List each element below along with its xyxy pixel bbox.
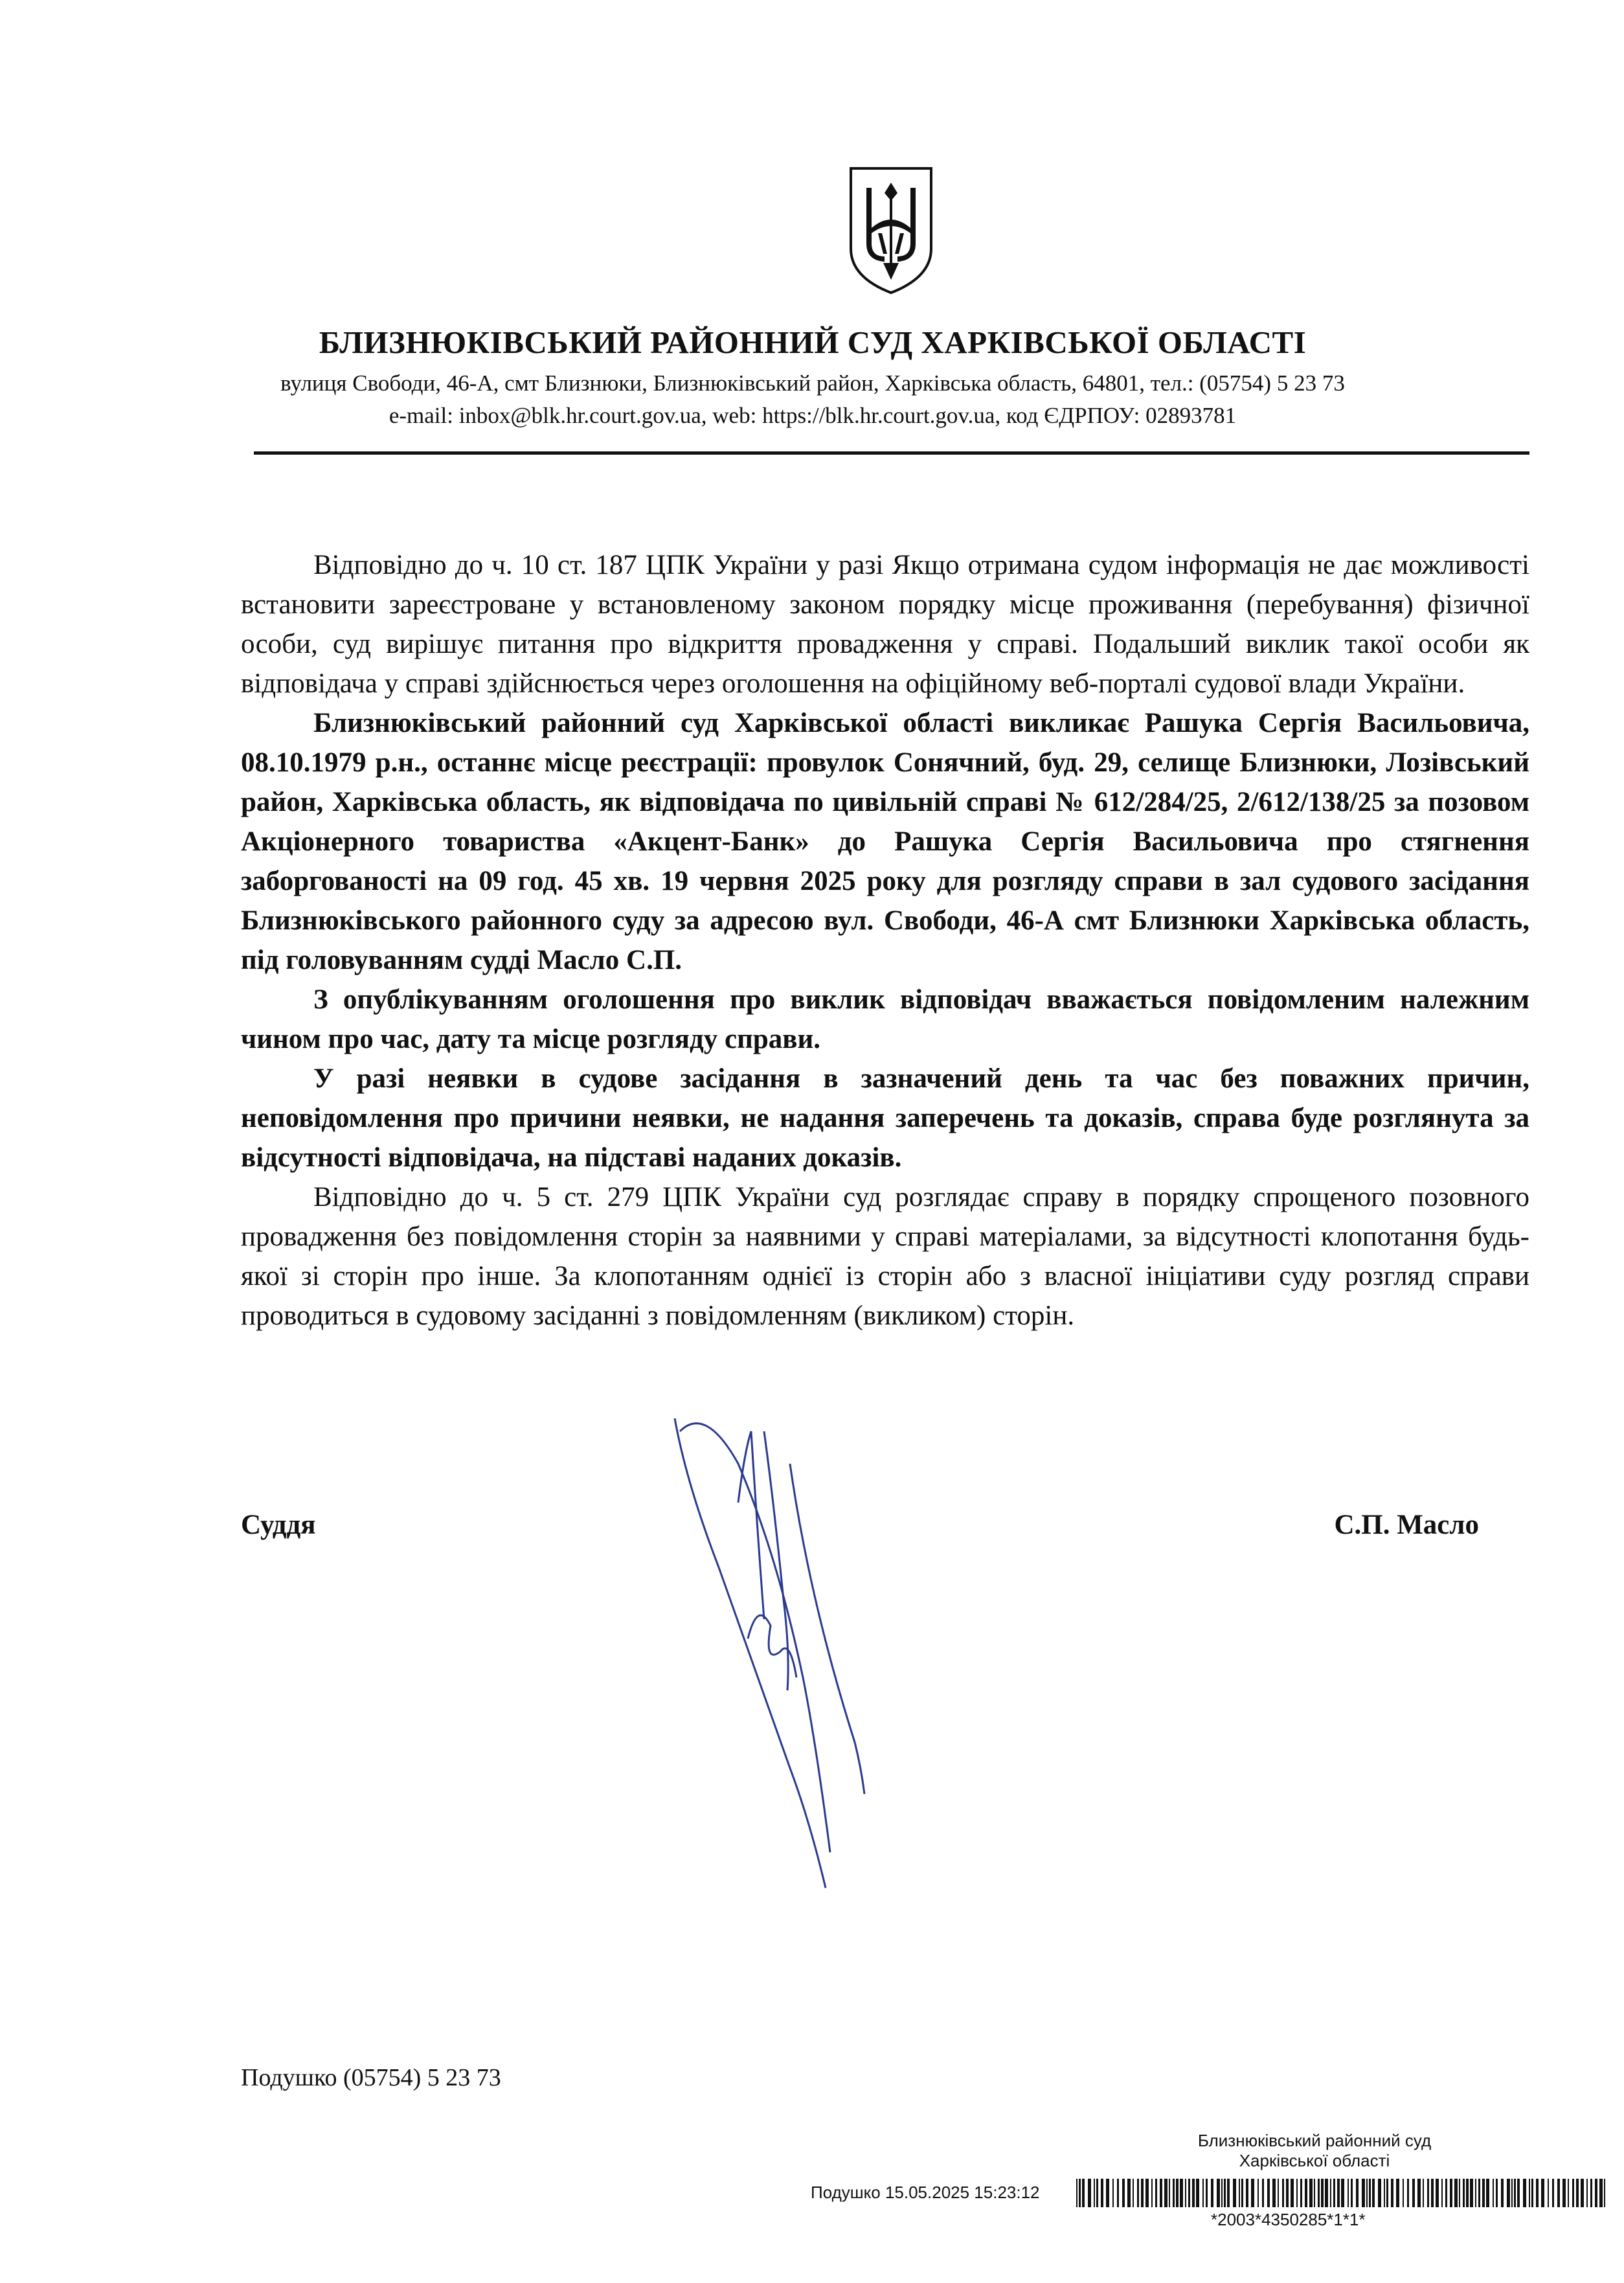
stamp-meta: Подушко 15.05.2025 15:23:12 — [811, 2183, 1040, 2202]
barcode-bar — [1562, 2179, 1566, 2207]
barcode-bar — [1412, 2179, 1415, 2207]
barcode-bar — [1366, 2179, 1368, 2207]
barcode-bar — [1227, 2179, 1230, 2207]
barcode-bar — [1173, 2179, 1175, 2207]
barcode-bar — [1141, 2179, 1144, 2207]
barcode-bar — [1470, 2179, 1473, 2207]
court-contacts: e-mail: inbox@blk.hr.court.gov.ua, web: https://blk.hr.court.gov.ua, код ЄДРПОУ: 02893781 — [389, 403, 1237, 428]
barcode-bar — [1291, 2179, 1294, 2207]
barcode-bar — [1384, 2179, 1385, 2207]
barcode-bar — [1572, 2179, 1574, 2207]
stamp-court-line1: Близнюківський районний суд — [1197, 2131, 1432, 2150]
barcode-bar — [1278, 2179, 1279, 2207]
barcode-bar — [1417, 2179, 1421, 2207]
barcode-bar — [1076, 2179, 1077, 2207]
barcode-bar — [1514, 2179, 1516, 2207]
barcode-bar — [1536, 2179, 1539, 2207]
barcode-bar — [1362, 2179, 1365, 2207]
barcode-bar — [1262, 2179, 1264, 2207]
barcode-bar — [1511, 2179, 1513, 2207]
barcode-bar — [1372, 2179, 1375, 2207]
barcode-bar — [1272, 2179, 1276, 2207]
barcode-bar — [1431, 2179, 1434, 2207]
barcode-bar — [1137, 2179, 1139, 2207]
barcode-bar — [1305, 2179, 1307, 2207]
barcode-bar — [1552, 2179, 1554, 2207]
barcode-bar — [1314, 2179, 1315, 2207]
barcode-bar — [1463, 2179, 1465, 2207]
paragraph-legal-basis: Відповідно до ч. 10 ст. 187 ЦПК України у разі Якщо отримана судом інформація не дає можливості встановити зареєстроване у встановленому законом порядку місце проживання (перебування) фізичної особи, суд вирішує питання про відкриття провадження у справі. Подальший виклик такої особи як відповідача у справі здійснюється через оголошення на офіційному веб-порталі судової влади України. — [241, 550, 1529, 699]
barcode-bar — [1478, 2179, 1480, 2207]
barcode-bar — [1407, 2179, 1409, 2207]
barcode-bar — [1396, 2179, 1399, 2207]
barcode-bar — [1445, 2179, 1447, 2207]
barcode-bar — [1246, 2179, 1248, 2207]
barcode-bar — [1568, 2179, 1569, 2207]
barcode-bar — [1251, 2179, 1254, 2207]
handwritten-signature — [660, 1405, 874, 1898]
barcode-bar — [1267, 2179, 1270, 2207]
barcode-bar — [1160, 2179, 1162, 2207]
barcode-bar — [1517, 2179, 1520, 2207]
barcode-bar — [1590, 2179, 1592, 2207]
barcode-bar — [1239, 2179, 1240, 2207]
barcode-bar — [1356, 2179, 1359, 2207]
barcode-bar — [1496, 2179, 1498, 2207]
paragraph-publication: З опублікуванням оголошення про виклик відповідач вважається повідомленим належним чином про час, дату та місце розгляду справи. — [241, 984, 1529, 1054]
barcode-bar — [1482, 2179, 1485, 2207]
paragraph-summons: Близнюківський районний суд Харківської області викликає Рашука Сергія Васильовича, 08.10.1979 р.н., останнє місце реєстрації: провулок Сонячний, буд. 29, селище Близнюки, Лозівський район, Харківська область, як відповідача по цивільній справі № 612/284/25, 2/612/138/25 за позовом Акціонерного товариства «Акцент-Банк» до Рашука Сергія Васильовича про стягнення заборгованості на 09 год. 45 хв. 19 червня 2025 року для розгляду справи в зал судового засідання Близнюківського районного суду за адресою вул. Свободи, 46-А смт Близнюки Харківська область, під головуванням судді Масло С.П. — [241, 708, 1529, 975]
barcode-bar — [1296, 2179, 1298, 2207]
barcode-bar — [1475, 2179, 1476, 2207]
barcode-bar — [1122, 2179, 1125, 2207]
barcode-bar — [1378, 2179, 1381, 2207]
trident-emblem-icon — [847, 166, 935, 295]
barcode-bar — [1151, 2179, 1153, 2207]
barcode-bar — [1333, 2179, 1335, 2207]
barcode-bar — [1557, 2179, 1560, 2207]
barcode-bar — [1466, 2179, 1469, 2207]
barcode-bar — [1286, 2179, 1289, 2207]
barcode-bar — [1241, 2179, 1243, 2207]
court-name: БЛИЗНЮКІВСЬКИЙ РАЙОННИЙ СУД ХАРКІВСЬКОЇ ОБЛАСТІ — [319, 324, 1307, 360]
barcode-bar — [1180, 2179, 1183, 2207]
barcode-bar — [1351, 2179, 1353, 2207]
barcode-bar — [1595, 2179, 1597, 2207]
barcode-bar — [1386, 2179, 1388, 2207]
barcode-bar — [1176, 2179, 1179, 2207]
barcode-bar — [1450, 2179, 1452, 2207]
barcode-bar — [1576, 2179, 1579, 2207]
barcode-bar — [1202, 2179, 1204, 2207]
barcode-bar — [1459, 2179, 1460, 2207]
barcode-bar — [1096, 2179, 1098, 2207]
paragraph-absence: У разі неявки в судове засідання в зазначений день та час без поважних причин, неповідомлення про причини неявки, не надання заперечень та доказів, справа буде розглянута за відсутності відповідача, на підставі наданих доказів. — [241, 1063, 1529, 1173]
barcode-bar — [1164, 2179, 1167, 2207]
barcode-bar — [1337, 2179, 1340, 2207]
barcode-bar — [1454, 2179, 1458, 2207]
paragraph-procedure: Відповідно до ч. 5 ст. 279 ЦПК України суд розглядає справу в порядку спрощеного позовного провадження без повідомлення сторін за наявними у справі матеріалами, за відсутності клопотання будь-якої зі сторін про інше. За клопотанням однієї із сторін або з власної ініціативи суду розгляд справи проводиться в судовому засіданні з повідомленням (викликом) сторін. — [241, 1182, 1529, 1331]
barcode-bar — [1257, 2179, 1259, 2207]
barcode-bar — [1436, 2179, 1439, 2207]
barcode-bar — [1441, 2179, 1443, 2207]
barcode-bar — [1586, 2179, 1588, 2207]
barcode-bar — [1507, 2179, 1510, 2207]
barcode-bar — [1112, 2179, 1114, 2207]
barcode-number: *2003*4350285*1*1* — [1211, 2210, 1366, 2229]
barcode-bar — [1188, 2179, 1190, 2207]
barcode-bar — [1391, 2179, 1393, 2207]
barcode-bar — [1501, 2179, 1504, 2207]
barcode-bar — [1192, 2179, 1195, 2207]
barcode-bar — [1309, 2179, 1313, 2207]
barcode-bar — [1348, 2179, 1349, 2207]
barcode-bar — [1185, 2179, 1186, 2207]
barcode-bar — [1423, 2179, 1424, 2207]
barcode-bar — [1369, 2179, 1371, 2207]
barcode-bar — [1330, 2179, 1331, 2207]
barcode-bar — [1529, 2179, 1530, 2207]
barcode-bar — [1233, 2179, 1236, 2207]
barcode-bar — [1427, 2179, 1429, 2207]
barcode-bar — [1082, 2179, 1085, 2207]
barcode-bar — [1133, 2179, 1134, 2207]
barcode-bar — [1531, 2179, 1533, 2207]
barcode-bar — [1211, 2179, 1213, 2207]
barcode-bar — [1145, 2179, 1149, 2207]
barcode-bar — [1325, 2179, 1328, 2207]
barcode-bar — [1101, 2179, 1103, 2207]
barcode-bar — [1127, 2179, 1131, 2207]
barcode-bar — [1403, 2179, 1404, 2207]
barcode-bar — [1224, 2179, 1226, 2207]
registry-stamp-row — [811, 2179, 1607, 2207]
barcode-bar — [1604, 2179, 1605, 2207]
barcode-bar — [1206, 2179, 1208, 2207]
barcode-bar — [1341, 2179, 1344, 2207]
executor-contact: Подушко (05754) 5 23 73 — [241, 2064, 501, 2091]
barcode-bar — [1117, 2179, 1119, 2207]
barcode-bar — [1079, 2179, 1081, 2207]
court-address: вулиця Свободи, 46-А, смт Близнюки, Близнюківський район, Харківська область, 64801, тел.: (05754) 5 23 73 — [280, 370, 1345, 396]
registry-stamp — [1172, 2131, 1457, 2171]
notice-body — [241, 545, 1529, 1335]
signature-title: Суддя — [241, 1510, 316, 1540]
barcode-bar — [1581, 2179, 1584, 2207]
barcode-bar — [1196, 2179, 1199, 2207]
barcode-bar — [1221, 2179, 1223, 2207]
barcode-bar — [1486, 2179, 1489, 2207]
barcode-bar — [1523, 2179, 1526, 2207]
barcode-bar — [1169, 2179, 1170, 2207]
barcode-bar — [1088, 2179, 1091, 2207]
barcode-bar — [1321, 2179, 1324, 2207]
stamp-court-line2: Харківської області — [1239, 2151, 1390, 2170]
barcode-bar — [1599, 2179, 1603, 2207]
barcode-bar — [1155, 2179, 1157, 2207]
barcode-bar — [1541, 2179, 1544, 2207]
barcode-bar — [1318, 2179, 1320, 2207]
barcode-bar — [1094, 2179, 1095, 2207]
barcode-bar — [1493, 2179, 1494, 2207]
barcode-bar — [1217, 2179, 1220, 2207]
barcode-bar — [1548, 2179, 1549, 2207]
barcode — [1076, 2179, 1607, 2207]
header-divider — [254, 451, 1529, 455]
barcode-bar — [1106, 2179, 1109, 2207]
barcode-bar — [1282, 2179, 1284, 2207]
signature-name: С.П. Масло — [1334, 1510, 1479, 1540]
barcode-bar — [1300, 2179, 1302, 2207]
